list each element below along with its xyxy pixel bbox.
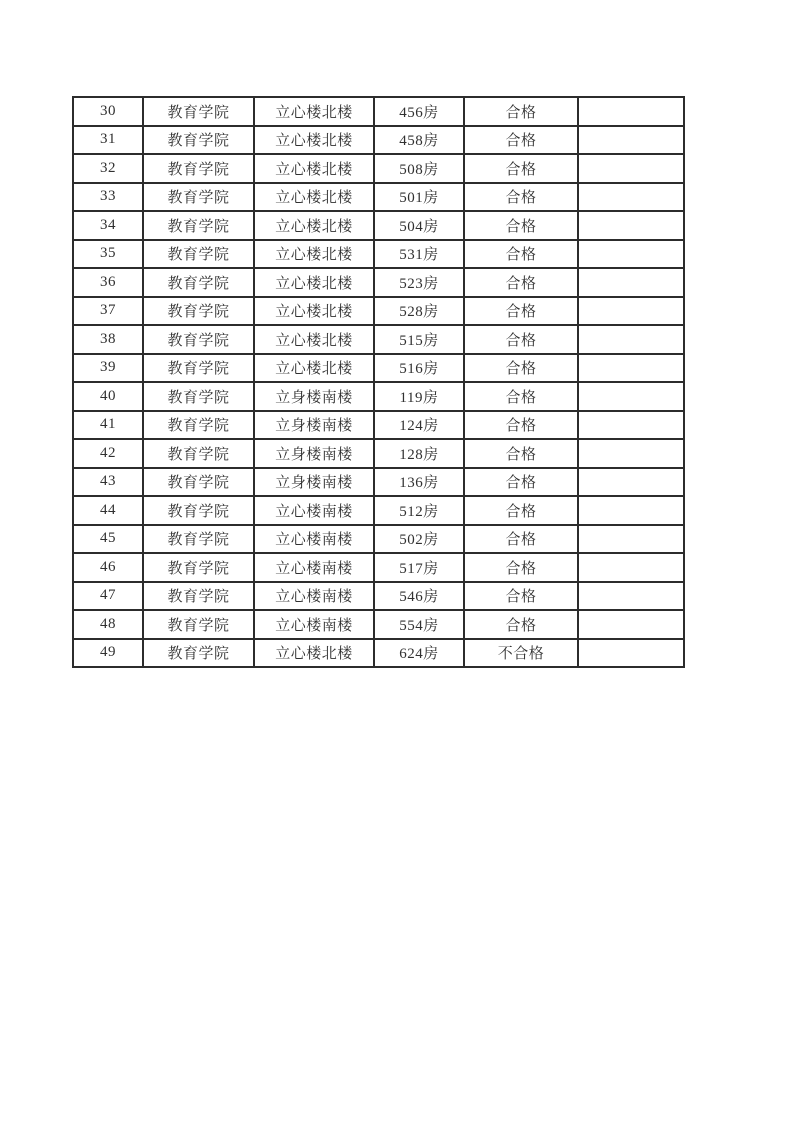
- cell-row-number: 46: [73, 553, 143, 582]
- cell-status: 合格: [464, 496, 578, 525]
- cell-status: 合格: [464, 211, 578, 240]
- cell-remark: [578, 496, 684, 525]
- cell-row-number: 37: [73, 297, 143, 326]
- cell-building: 立心楼南楼: [254, 553, 374, 582]
- cell-remark: [578, 525, 684, 554]
- cell-remark: [578, 154, 684, 183]
- cell-college: 教育学院: [143, 97, 254, 126]
- cell-building: 立身楼南楼: [254, 382, 374, 411]
- cell-room: 502房: [374, 525, 464, 554]
- cell-building: 立心楼北楼: [254, 97, 374, 126]
- table-row: [73, 610, 684, 639]
- cell-status: 合格: [464, 240, 578, 269]
- cell-room: 128房: [374, 439, 464, 468]
- cell-remark: [578, 382, 684, 411]
- cell-room: 508房: [374, 154, 464, 183]
- cell-status: 合格: [464, 97, 578, 126]
- cell-college: 教育学院: [143, 268, 254, 297]
- cell-row-number: 33: [73, 183, 143, 212]
- table-row: [73, 154, 684, 183]
- cell-college: 教育学院: [143, 411, 254, 440]
- cell-college: 教育学院: [143, 354, 254, 383]
- table-row: [73, 439, 684, 468]
- cell-row-number: 39: [73, 354, 143, 383]
- cell-remark: [578, 354, 684, 383]
- cell-building: 立心楼南楼: [254, 525, 374, 554]
- inspection-table: [72, 96, 685, 668]
- cell-college: 教育学院: [143, 525, 254, 554]
- cell-row-number: 34: [73, 211, 143, 240]
- cell-room: 119房: [374, 382, 464, 411]
- cell-row-number: 31: [73, 126, 143, 155]
- cell-remark: [578, 553, 684, 582]
- cell-status: 合格: [464, 382, 578, 411]
- cell-remark: [578, 268, 684, 297]
- cell-remark: [578, 240, 684, 269]
- cell-building: 立身楼南楼: [254, 411, 374, 440]
- cell-status: 合格: [464, 354, 578, 383]
- cell-college: 教育学院: [143, 553, 254, 582]
- table-row: [73, 268, 684, 297]
- cell-status: 合格: [464, 411, 578, 440]
- cell-college: 教育学院: [143, 468, 254, 497]
- cell-remark: [578, 439, 684, 468]
- cell-room: 546房: [374, 582, 464, 611]
- cell-remark: [578, 126, 684, 155]
- cell-row-number: 44: [73, 496, 143, 525]
- cell-row-number: 36: [73, 268, 143, 297]
- table-row: [73, 354, 684, 383]
- cell-room: 517房: [374, 553, 464, 582]
- cell-building: 立心楼南楼: [254, 582, 374, 611]
- table-row: [73, 639, 684, 668]
- cell-college: 教育学院: [143, 582, 254, 611]
- cell-status: 合格: [464, 582, 578, 611]
- cell-status: 不合格: [464, 639, 578, 668]
- cell-status: 合格: [464, 154, 578, 183]
- cell-room: 501房: [374, 183, 464, 212]
- cell-row-number: 32: [73, 154, 143, 183]
- cell-room: 512房: [374, 496, 464, 525]
- table-row: [73, 525, 684, 554]
- cell-room: 624房: [374, 639, 464, 668]
- table-row: [73, 553, 684, 582]
- cell-row-number: 35: [73, 240, 143, 269]
- table-row: [73, 211, 684, 240]
- cell-building: 立身楼南楼: [254, 439, 374, 468]
- cell-room: 504房: [374, 211, 464, 240]
- cell-status: 合格: [464, 468, 578, 497]
- cell-college: 教育学院: [143, 126, 254, 155]
- cell-row-number: 47: [73, 582, 143, 611]
- table-row: [73, 240, 684, 269]
- table-row: [73, 382, 684, 411]
- cell-remark: [578, 582, 684, 611]
- cell-college: 教育学院: [143, 211, 254, 240]
- table-row: [73, 325, 684, 354]
- table-row: [73, 411, 684, 440]
- cell-row-number: 38: [73, 325, 143, 354]
- cell-room: 554房: [374, 610, 464, 639]
- cell-college: 教育学院: [143, 610, 254, 639]
- table-row: [73, 183, 684, 212]
- cell-row-number: 49: [73, 639, 143, 668]
- cell-status: 合格: [464, 553, 578, 582]
- cell-status: 合格: [464, 610, 578, 639]
- cell-remark: [578, 325, 684, 354]
- cell-building: 立心楼北楼: [254, 240, 374, 269]
- cell-remark: [578, 97, 684, 126]
- cell-building: 立心楼北楼: [254, 126, 374, 155]
- cell-status: 合格: [464, 297, 578, 326]
- cell-status: 合格: [464, 525, 578, 554]
- cell-college: 教育学院: [143, 240, 254, 269]
- cell-row-number: 43: [73, 468, 143, 497]
- cell-building: 立心楼北楼: [254, 325, 374, 354]
- cell-room: 124房: [374, 411, 464, 440]
- cell-room: 515房: [374, 325, 464, 354]
- cell-building: 立心楼北楼: [254, 297, 374, 326]
- cell-college: 教育学院: [143, 154, 254, 183]
- table-row: [73, 97, 684, 126]
- cell-remark: [578, 211, 684, 240]
- cell-status: 合格: [464, 268, 578, 297]
- cell-college: 教育学院: [143, 439, 254, 468]
- cell-room: 458房: [374, 126, 464, 155]
- cell-room: 523房: [374, 268, 464, 297]
- cell-room: 456房: [374, 97, 464, 126]
- inspection-table-body: [73, 97, 684, 667]
- cell-building: 立心楼南楼: [254, 610, 374, 639]
- table-row: [73, 496, 684, 525]
- cell-college: 教育学院: [143, 639, 254, 668]
- cell-building: 立心楼北楼: [254, 183, 374, 212]
- cell-status: 合格: [464, 126, 578, 155]
- cell-remark: [578, 639, 684, 668]
- cell-remark: [578, 183, 684, 212]
- cell-row-number: 45: [73, 525, 143, 554]
- cell-room: 531房: [374, 240, 464, 269]
- cell-building: 立心楼北楼: [254, 211, 374, 240]
- cell-building: 立心楼北楼: [254, 268, 374, 297]
- cell-row-number: 48: [73, 610, 143, 639]
- cell-status: 合格: [464, 325, 578, 354]
- table-row: [73, 126, 684, 155]
- cell-college: 教育学院: [143, 382, 254, 411]
- table-row: [73, 582, 684, 611]
- inspection-table-container: [72, 96, 683, 668]
- cell-building: 立心楼北楼: [254, 154, 374, 183]
- cell-remark: [578, 411, 684, 440]
- cell-row-number: 41: [73, 411, 143, 440]
- cell-row-number: 42: [73, 439, 143, 468]
- cell-room: 528房: [374, 297, 464, 326]
- cell-building: 立身楼南楼: [254, 468, 374, 497]
- cell-college: 教育学院: [143, 297, 254, 326]
- cell-room: 516房: [374, 354, 464, 383]
- cell-college: 教育学院: [143, 325, 254, 354]
- table-row: [73, 297, 684, 326]
- table-row: [73, 468, 684, 497]
- cell-room: 136房: [374, 468, 464, 497]
- cell-status: 合格: [464, 183, 578, 212]
- cell-row-number: 30: [73, 97, 143, 126]
- cell-row-number: 40: [73, 382, 143, 411]
- cell-status: 合格: [464, 439, 578, 468]
- cell-remark: [578, 610, 684, 639]
- cell-college: 教育学院: [143, 496, 254, 525]
- cell-remark: [578, 468, 684, 497]
- cell-building: 立心楼北楼: [254, 354, 374, 383]
- cell-remark: [578, 297, 684, 326]
- cell-building: 立心楼北楼: [254, 639, 374, 668]
- cell-college: 教育学院: [143, 183, 254, 212]
- cell-building: 立心楼南楼: [254, 496, 374, 525]
